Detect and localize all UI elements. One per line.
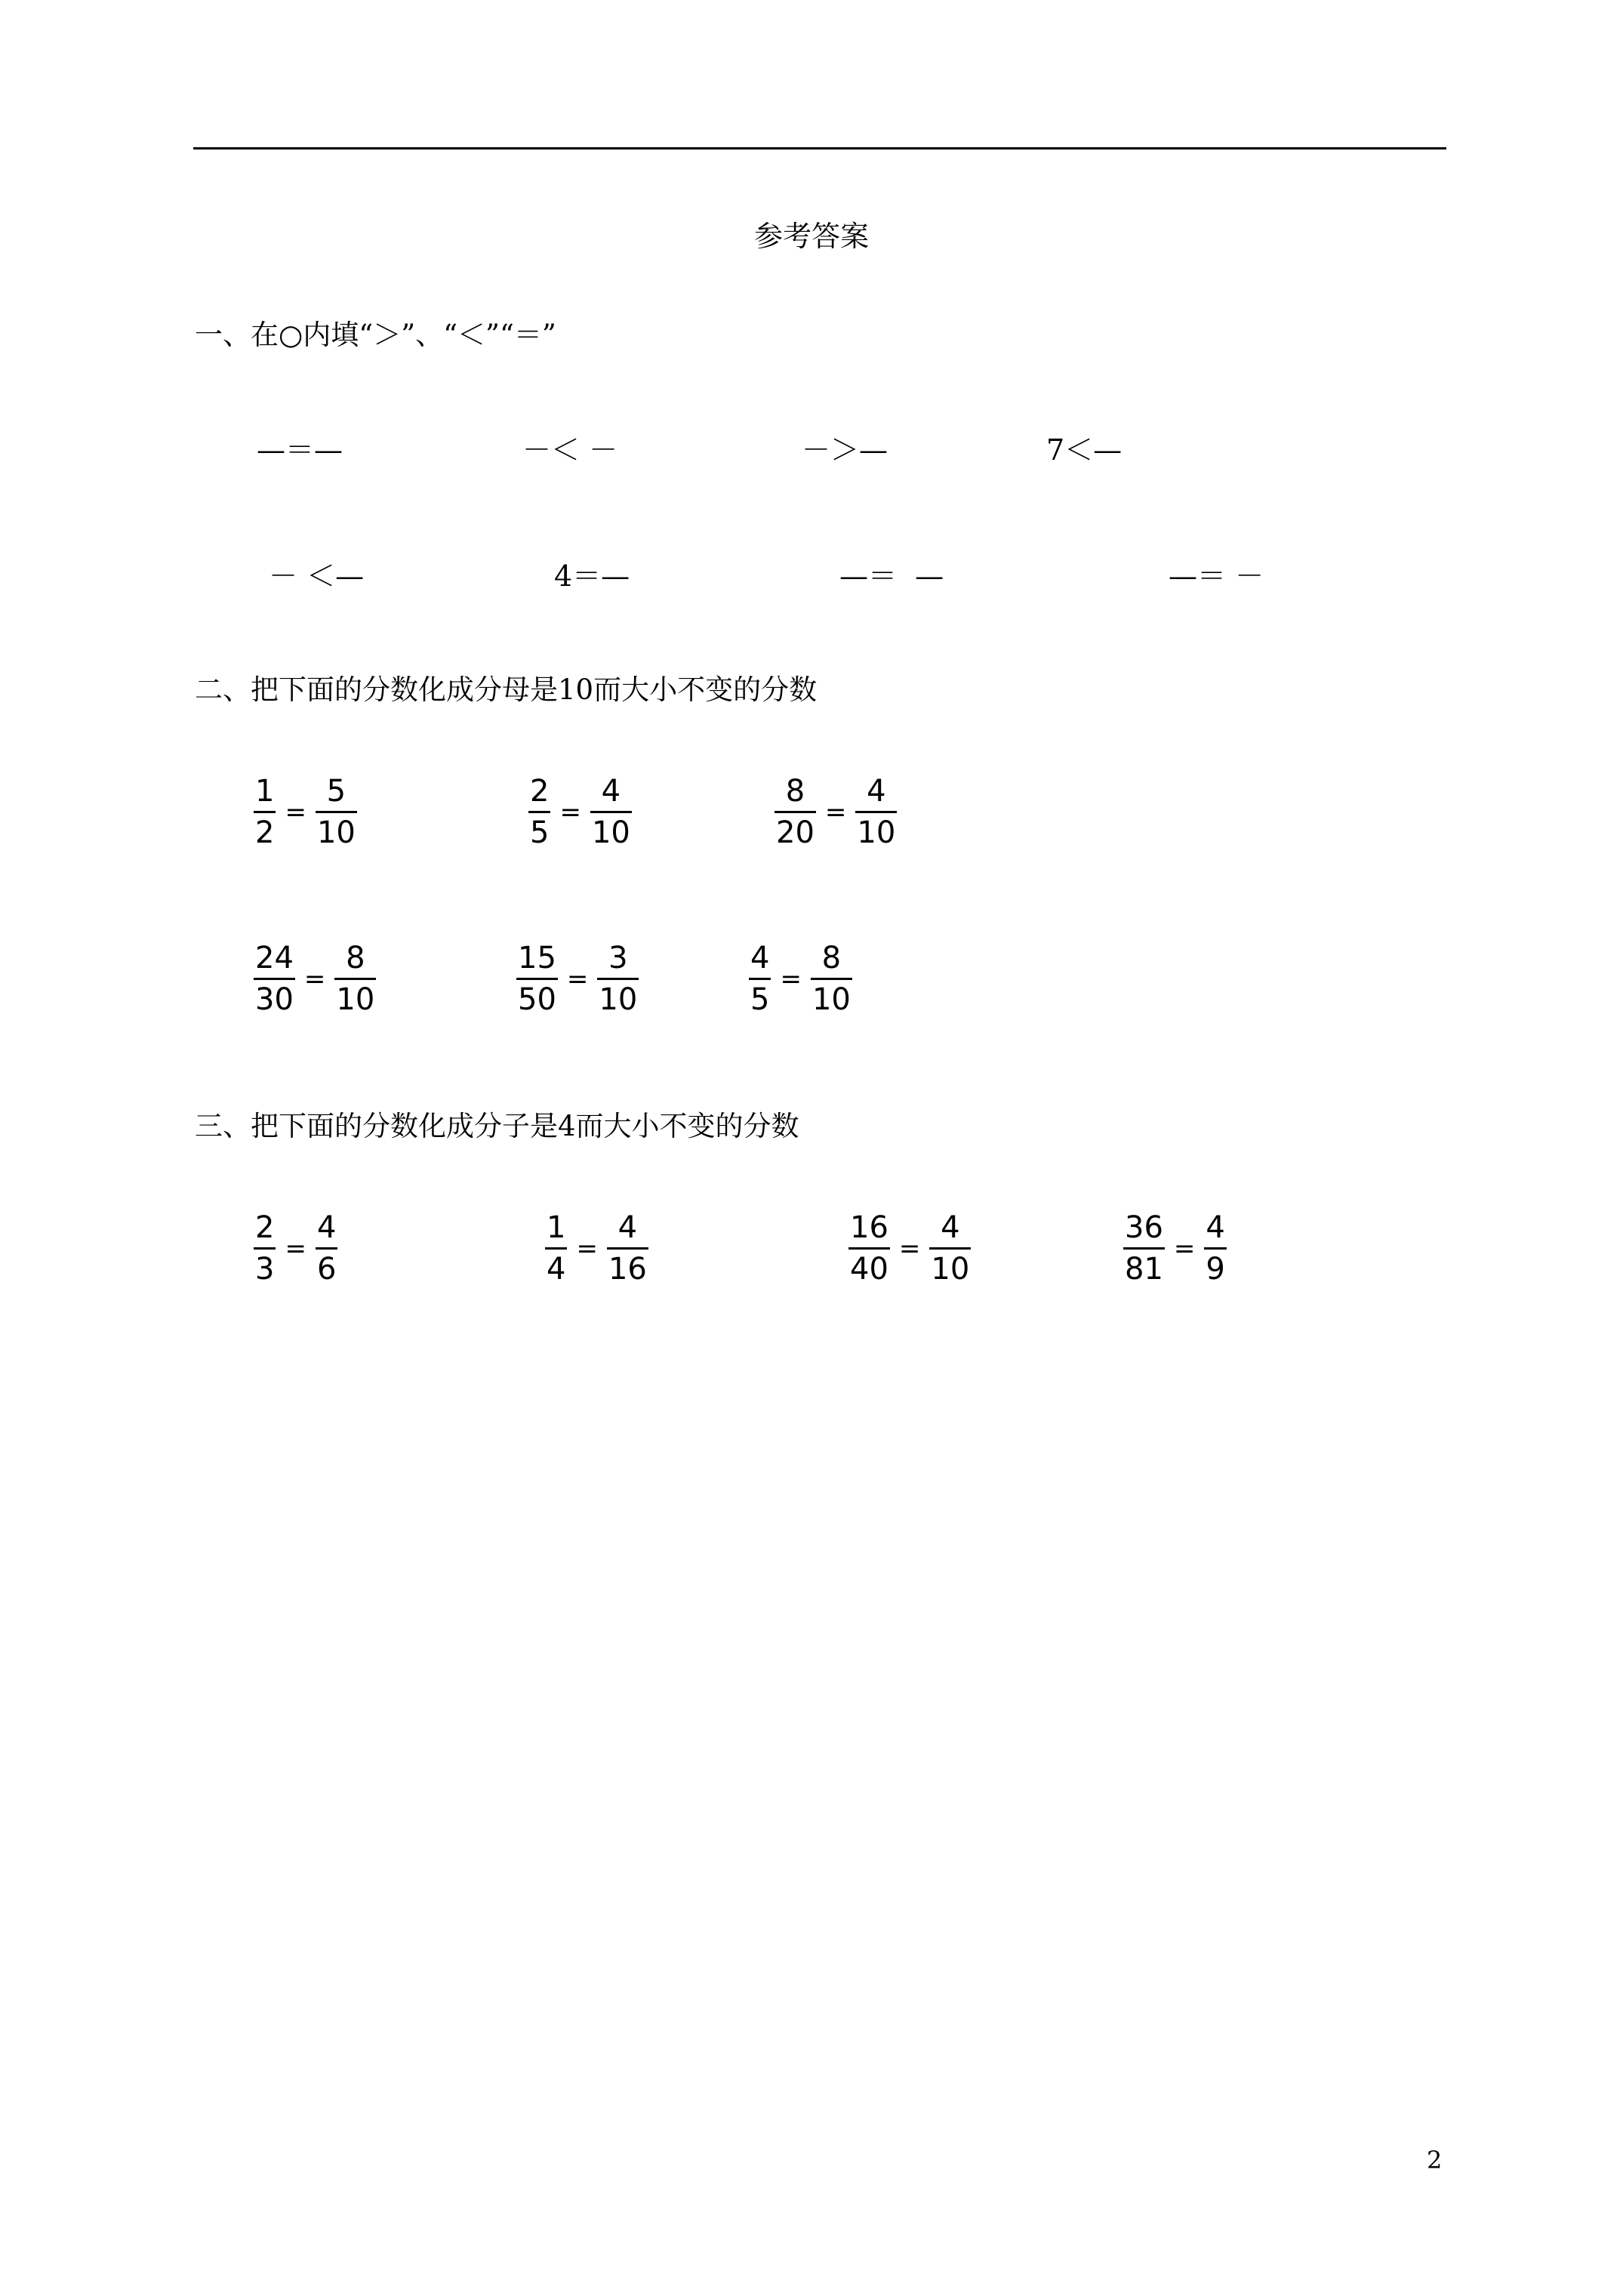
denominator: 16 <box>608 1252 647 1287</box>
equals-sign: = <box>559 797 581 827</box>
fraction <box>749 938 771 1019</box>
comparison-answer: 7＜— <box>1046 433 1123 467</box>
denominator: 5 <box>530 815 550 850</box>
fraction <box>597 938 639 1019</box>
section-3-heading: 三、把下面的分数化成分子是4而大小不变的分数 <box>195 1110 799 1142</box>
numerator: 16 <box>850 1210 888 1245</box>
equals-sign: = <box>824 797 847 827</box>
fraction-equation <box>254 772 357 852</box>
numerator: 5 <box>326 774 346 809</box>
fraction <box>929 1208 971 1289</box>
fraction <box>528 772 550 852</box>
comparison-answer: － ＜— <box>269 559 365 593</box>
denominator: 10 <box>812 982 851 1017</box>
fraction <box>811 938 852 1019</box>
numerator: 4 <box>1206 1210 1225 1245</box>
numerator: 24 <box>255 941 294 975</box>
denominator: 2 <box>255 815 275 850</box>
fraction <box>254 938 295 1019</box>
numerator: 8 <box>346 941 365 975</box>
fraction <box>254 772 276 852</box>
numerator: 3 <box>608 941 628 975</box>
fraction <box>516 938 558 1019</box>
equals-sign: = <box>566 963 589 994</box>
numerator: 4 <box>750 941 770 975</box>
denominator: 50 <box>518 982 556 1017</box>
numerator: 1 <box>547 1210 566 1245</box>
fraction-equation <box>848 1208 971 1289</box>
denominator: 10 <box>599 982 638 1017</box>
comparison-answer: —＝ － <box>1169 559 1264 593</box>
denominator: 6 <box>316 1252 337 1287</box>
fraction <box>775 772 816 852</box>
numerator: 4 <box>941 1210 960 1245</box>
equals-sign: = <box>303 963 326 994</box>
numerator: 36 <box>1125 1210 1163 1245</box>
fraction-equation <box>254 1208 337 1289</box>
numerator: 4 <box>617 1210 638 1245</box>
equals-sign: = <box>576 1233 598 1264</box>
denominator: 10 <box>857 815 896 850</box>
fraction-equation <box>516 938 639 1019</box>
section-1-heading: 一、在○内填“＞”、“＜”“＝” <box>195 319 556 351</box>
comparison-answer: —＝ — <box>839 559 944 593</box>
fraction <box>855 772 897 852</box>
fraction <box>254 1208 276 1289</box>
numerator: 8 <box>821 941 842 975</box>
fraction <box>607 1208 648 1289</box>
denominator: 9 <box>1206 1252 1225 1287</box>
fraction-equation <box>545 1208 648 1289</box>
page-title: 参考答案 <box>753 220 869 253</box>
equals-sign: = <box>898 1233 921 1264</box>
fraction <box>848 1208 890 1289</box>
fraction-equation <box>775 772 897 852</box>
comparison-answer: 4＝— <box>554 559 630 593</box>
fraction <box>316 772 357 852</box>
fraction <box>545 1208 567 1289</box>
numerator: 4 <box>601 774 621 809</box>
denominator: 40 <box>850 1252 888 1287</box>
comparison-answer: —＝— <box>257 433 343 467</box>
denominator: 10 <box>931 1252 970 1287</box>
equals-sign: = <box>1173 1233 1196 1264</box>
denominator: 10 <box>591 815 630 850</box>
fraction-equation <box>749 938 852 1019</box>
fraction-equation <box>1123 1208 1227 1289</box>
denominator: 10 <box>336 982 375 1017</box>
equals-sign: = <box>285 797 306 827</box>
numerator: 15 <box>518 941 556 975</box>
fraction-equation <box>254 938 376 1019</box>
fraction <box>590 772 632 852</box>
equals-sign: = <box>285 1233 306 1264</box>
denominator: 5 <box>750 982 770 1017</box>
fraction <box>334 938 376 1019</box>
section-2-heading: 二、把下面的分数化成分母是10而大小不变的分数 <box>195 673 818 706</box>
denominator: 20 <box>776 815 815 850</box>
numerator: 1 <box>255 774 275 809</box>
numerator: 2 <box>255 1210 275 1245</box>
numerator: 2 <box>530 774 550 809</box>
numerator: 4 <box>316 1210 337 1245</box>
comparison-answer: －＜ － <box>522 433 618 467</box>
comparison-answer: －＞— <box>802 433 888 467</box>
denominator: 3 <box>255 1252 275 1287</box>
numerator: 4 <box>867 774 886 809</box>
fraction <box>1123 1208 1165 1289</box>
fraction-equation <box>528 772 632 852</box>
page-number: 2 <box>1427 2146 1443 2174</box>
header-rule <box>193 147 1446 149</box>
denominator: 10 <box>316 815 356 850</box>
equals-sign: = <box>780 963 802 994</box>
numerator: 8 <box>785 774 805 809</box>
denominator: 30 <box>255 982 294 1017</box>
denominator: 4 <box>547 1252 566 1287</box>
fraction <box>1204 1208 1226 1289</box>
denominator: 81 <box>1125 1252 1163 1287</box>
fraction <box>316 1208 337 1289</box>
